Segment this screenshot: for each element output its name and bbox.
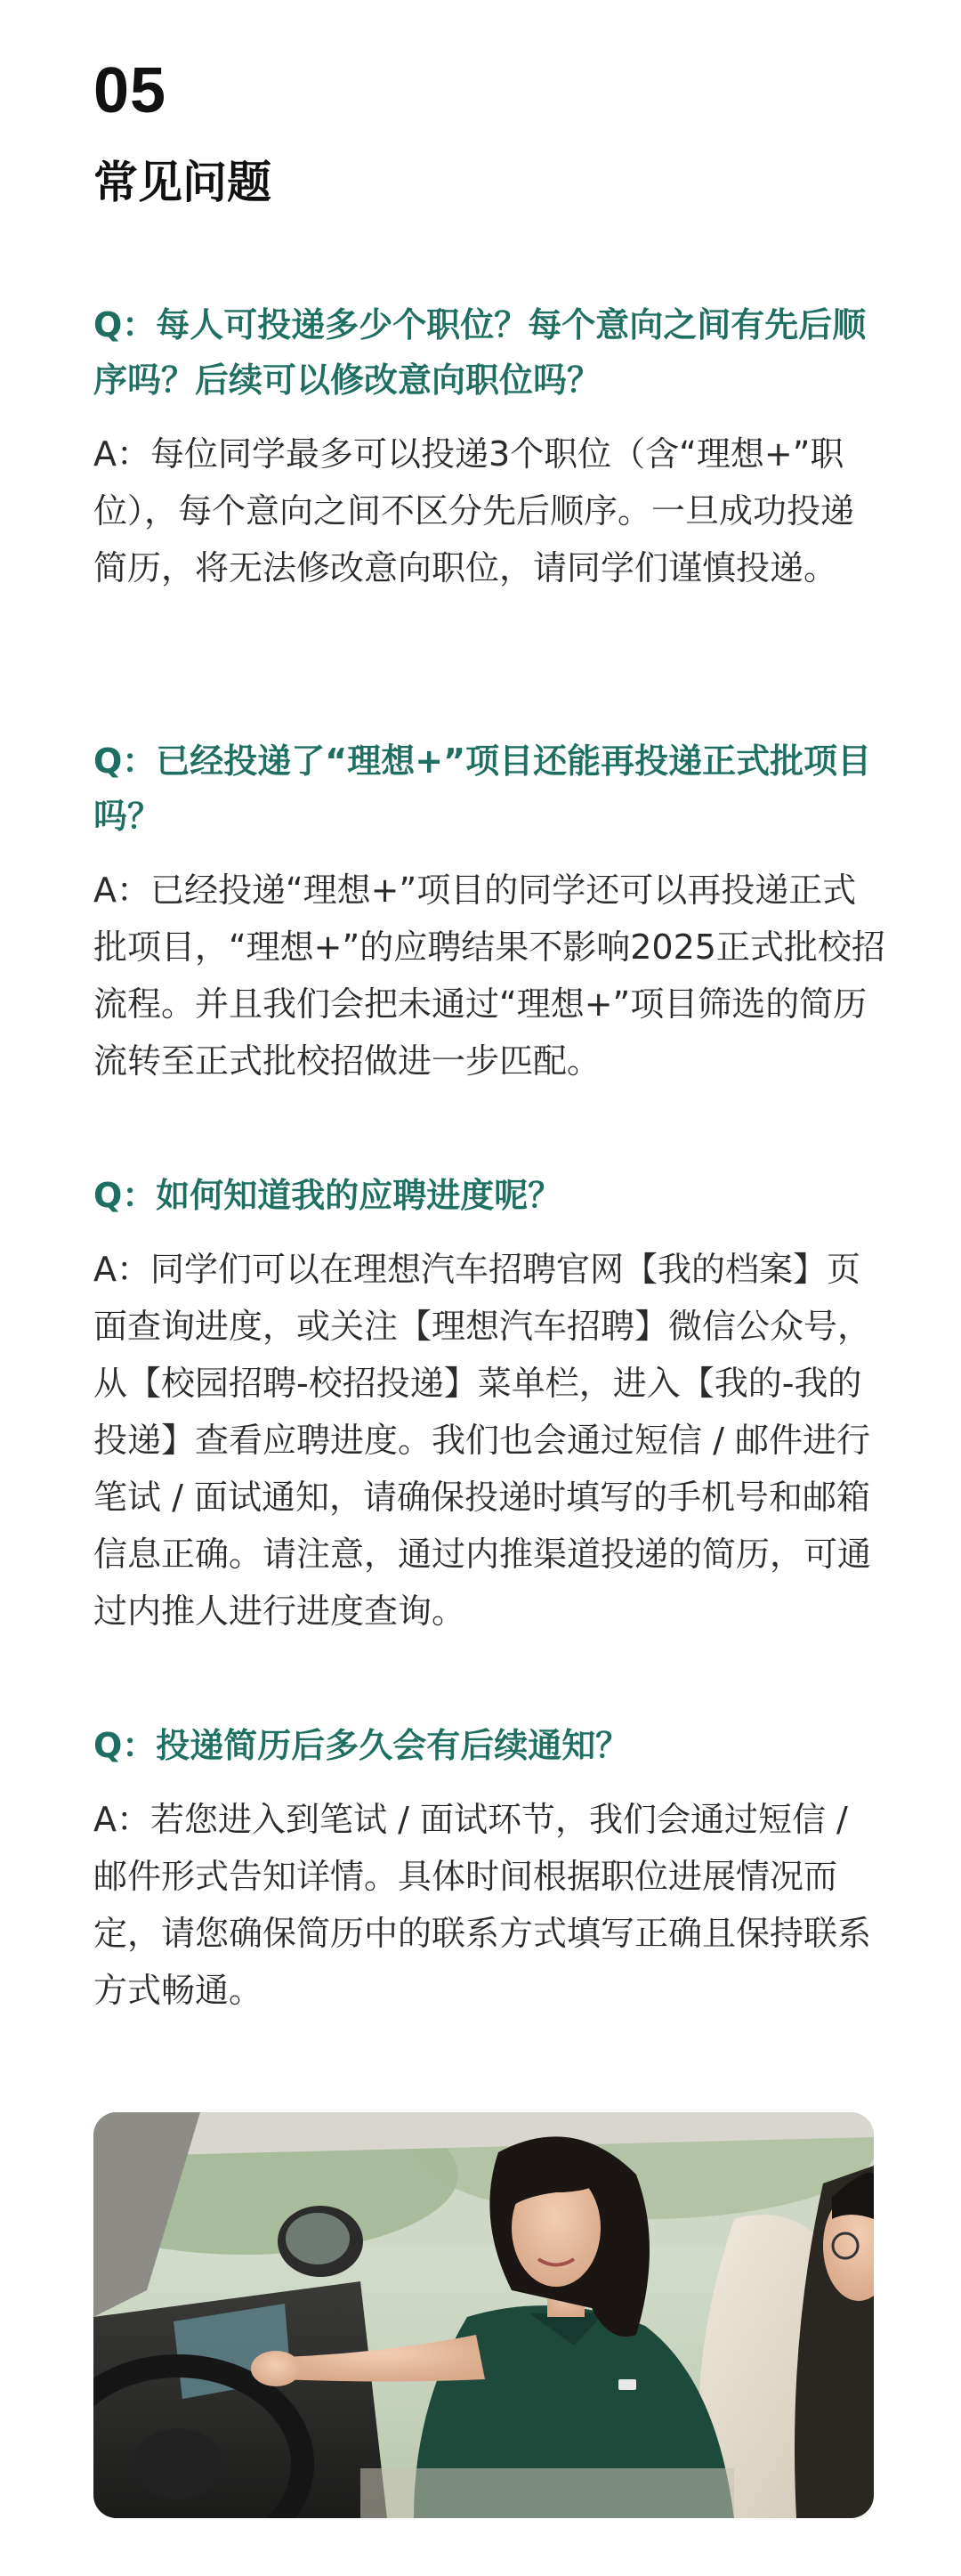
faq-item — [93, 1718, 885, 2019]
faq-item — [93, 733, 885, 1090]
faq-answer: A：已经投递“理想+”项目的同学还可以再投递正式批项目，“理想+”的应聘结果不影响2025正式批校招流程。并且我们会把未通过“理想+”项目筛选的简历流转至正式批校招做进一步匹配。 — [93, 871, 885, 1081]
faq-question: Q：每人可投递多少个职位？每个意向之间有先后顺序吗？后续可以修改意向职位吗？ — [93, 305, 867, 400]
faq-item — [93, 297, 885, 596]
section-number: 05 — [93, 55, 167, 126]
section-title: 常见问题 — [93, 157, 271, 208]
faq-answer: A：同学们可以在理想汽车招聘官网【我的档案】页面查询进度，或关注【理想汽车招聘】微信公众号，从【校园招聘-校招投递】菜单栏，进入【我的-我的投递】查看应聘进度。我们也会通过短信 / 邮件进行笔试 / 面试通知，请确保投递时填写的手机号和邮箱信息正确。请注意，通过内推渠道投递的简历，可通过内推人进行进度查询。 — [93, 1250, 872, 1631]
faq-question: Q：投递简历后多久会有后续通知？ — [93, 1726, 630, 1765]
faq-question: Q：如何知道我的应聘进度呢？ — [93, 1176, 562, 1215]
car-interior-photo — [93, 2112, 874, 2518]
faq-item — [93, 1168, 885, 1640]
faq-question: Q：已经投递了“理想+”项目还能再投递正式批项目吗？ — [93, 741, 872, 836]
faq-answer: A：每位同学最多可以投递3个职位（含“理想+”职位），每个意向之间不区分先后顺序。一旦成功投递简历，将无法修改意向职位，请同学们谨慎投递。 — [93, 434, 855, 587]
faq-answer: A：若您进入到笔试 / 面试环节，我们会通过短信 / 邮件形式告知详情。具体时间根据职位进展情况而定，请您确保简历中的联系方式填写正确且保持联系方式畅通。 — [93, 1800, 872, 2010]
